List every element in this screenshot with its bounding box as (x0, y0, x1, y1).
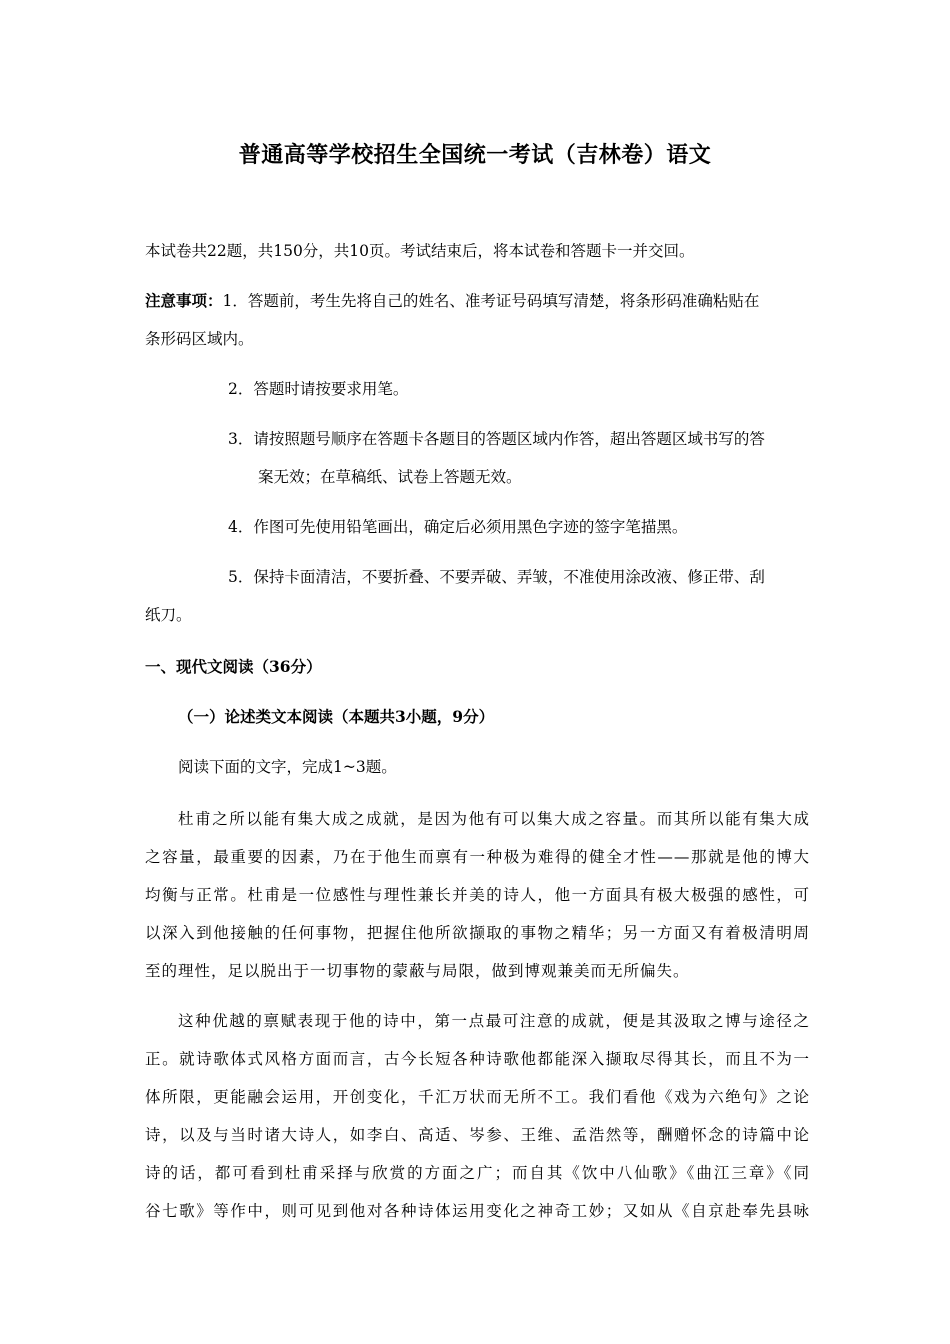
passage-line: 谷七歌》等作中，则可见到他对各种诗体运用变化之神奇工妙；又如从《自京赴奉先县咏 (145, 1202, 810, 1220)
notice-item-4: 4．作图可先使用铅笔画出，确定后必须用黑色字迹的签字笔描黑。 (228, 518, 688, 536)
passage-line: 这种优越的禀赋表现于他的诗中，第一点最可注意的成就，便是其汲取之博与途径之 (178, 1012, 810, 1030)
exam-title: 普通高等学校招生全国统一考试（吉林卷）语文 (238, 142, 712, 168)
passage-line: 以深入到他接触的任何事物，把握住他所欲撷取的事物之精华；另一方面又有着极清明周 (145, 924, 810, 942)
passage-line: 诗，以及与当时诸大诗人，如李白、高适、岑参、王维、孟浩然等，酬赠怀念的诗篇中论 (145, 1126, 810, 1144)
notice-item-2: 2．答题时请按要求用笔。 (228, 380, 409, 398)
notice-item-3-line-1: 3．请按照题号顺序在答题卡各题目的答题区域内作答，超出答题区域书写的答 (228, 430, 765, 448)
notice-item-5-line-2: 纸刀。 (145, 606, 192, 624)
passage-line: 之容量，最重要的因素，乃在于他生而禀有一种极为难得的健全才性——那就是他的博大 (145, 848, 810, 866)
notice-item-5-line-1: 5．保持卡面清洁，不要折叠、不要弄破、弄皱，不准使用涂改液、修正带、刮 (228, 568, 765, 586)
passage-line: 杜甫之所以能有集大成之成就，是因为他有可以集大成之容量。而其所以能有集大成 (178, 810, 810, 828)
subsection-heading-argumentative: （一）论述类文本阅读（本题共3小题，9分） (178, 707, 495, 726)
reading-instruction: 阅读下面的文字，完成1~3题。 (178, 758, 397, 776)
passage-paragraph-1 (145, 800, 810, 990)
passage-line: 正。就诗歌体式风格方面而言，古今长短各种诗歌他都能深入撷取尽得其长，而且不为一 (145, 1050, 810, 1068)
passage-line: 至的理性，足以脱出于一切事物的蒙蔽与局限，做到博观兼美而无所偏失。 (145, 962, 690, 980)
passage-line: 均衡与正常。杜甫是一位感性与理性兼长并美的诗人，他一方面具有极大极强的感性，可 (145, 886, 810, 904)
passage-line: 诗的话，都可看到杜甫采择与欣赏的方面之广；而自其《饮中八仙歌》《曲江三章》《同 (145, 1164, 810, 1182)
notice-item-1-text: 1．答题前，考生先将自己的姓名、准考证号码填写清楚，将条形码准确粘贴在 (222, 292, 760, 310)
passage-paragraph-2 (145, 1002, 810, 1230)
notice-item-1-line-1 (145, 282, 810, 320)
passage-line: 体所限，更能融会运用，开创变化，千汇万状而无所不工。我们看他《戏为六绝句》之论 (145, 1088, 810, 1106)
notice-item-1-line-2: 条形码区域内。 (145, 330, 254, 348)
notice-item-3-line-2: 案无效；在草稿纸、试卷上答题无效。 (258, 468, 522, 486)
notice-label: 注意事项： (145, 291, 223, 310)
exam-intro: 本试卷共22题，共150分，共10页。考试结束后，将本试卷和答题卡一并交回。 (145, 242, 695, 260)
section-heading-modern-reading: 一、现代文阅读（36分） (145, 657, 322, 676)
